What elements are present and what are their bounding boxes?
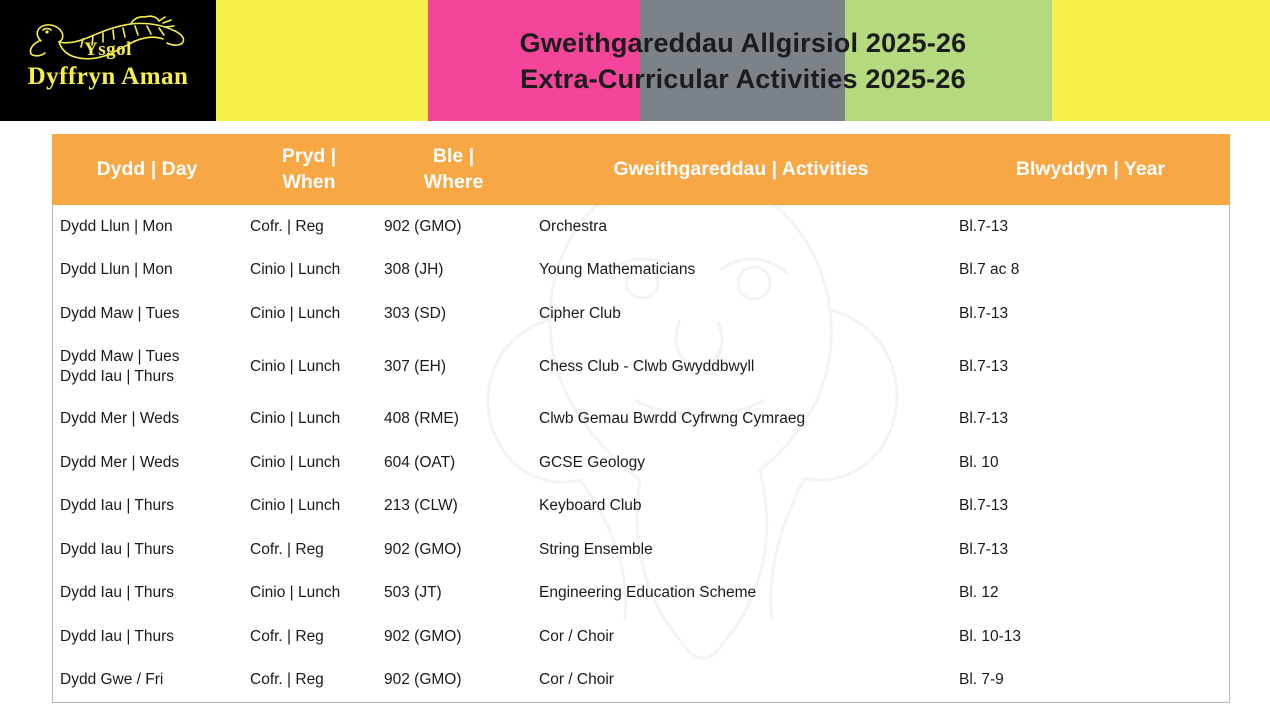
page-title-english: Extra-Curricular Activities 2025-26 xyxy=(520,63,966,94)
cell-day: Dydd Mer | Weds xyxy=(60,410,180,428)
cell-where: 902 (GMO) xyxy=(384,540,462,558)
table-row xyxy=(52,615,1230,659)
logo-line-1: Ysgol xyxy=(84,38,132,60)
cell-day: Dydd Iau | Thurs xyxy=(60,540,175,558)
table-row xyxy=(52,205,1230,249)
table-row xyxy=(52,572,1230,616)
table-header-row xyxy=(52,134,1230,205)
column-header-activities xyxy=(531,134,951,205)
cell-when: Cinio | Lunch xyxy=(250,453,341,471)
table-row xyxy=(52,398,1230,442)
cell-where: 902 (GMO) xyxy=(384,671,462,689)
cell-year: Bl.7 ac 8 xyxy=(959,261,1020,279)
cell-day-line2: Dydd Iau | Thurs xyxy=(60,367,175,385)
table-row xyxy=(52,485,1230,529)
cell-activity: GCSE Geology xyxy=(539,453,645,471)
cell-activity: Engineering Education Scheme xyxy=(539,584,757,602)
cell-when: Cinio | Lunch xyxy=(250,410,341,428)
table-row xyxy=(52,249,1230,293)
cell-year: Bl.7-13 xyxy=(959,304,1009,322)
cell-year: Bl.7-13 xyxy=(959,497,1009,515)
page-header xyxy=(0,0,1270,121)
table-row xyxy=(52,659,1230,703)
cell-where: 308 (JH) xyxy=(384,261,444,279)
cell-where: 902 (GMO) xyxy=(384,217,462,235)
table-row xyxy=(52,336,1230,398)
table-head xyxy=(52,134,1230,205)
cell-when: Cinio | Lunch xyxy=(250,584,341,602)
cell-day: Dydd Llun | Mon xyxy=(60,217,173,235)
cell-activity: Keyboard Club xyxy=(539,497,642,515)
cell-activity: Cor / Choir xyxy=(539,671,614,689)
activities-table-wrapper xyxy=(52,134,1230,702)
table-body xyxy=(52,205,1230,702)
table-row xyxy=(52,528,1230,572)
cell-where: 503 (JT) xyxy=(384,584,442,602)
cell-when: Cinio | Lunch xyxy=(250,497,341,515)
cell-when: Cofr. | Reg xyxy=(250,217,324,235)
cell-when: Cinio | Lunch xyxy=(250,357,341,375)
cell-day: Dydd Llun | Mon xyxy=(60,261,173,279)
cell-when: Cinio | Lunch xyxy=(250,261,341,279)
cell-when: Cofr. | Reg xyxy=(250,671,324,689)
cell-day: Dydd Iau | Thurs xyxy=(60,497,175,515)
cell-activity: Clwb Gemau Bwrdd Cyfrwng Cymraeg xyxy=(539,410,806,428)
cell-year: Bl. 10 xyxy=(959,453,999,471)
cell-activity: String Ensemble xyxy=(539,540,653,558)
cell-day xyxy=(52,336,242,398)
cell-year: Bl. 7-9 xyxy=(959,671,1004,689)
cell-year: Bl.7-13 xyxy=(959,410,1009,428)
logo-band xyxy=(0,0,216,121)
cell-where: 213 (CLW) xyxy=(384,497,458,515)
table-row xyxy=(52,441,1230,485)
column-header-when xyxy=(242,134,376,205)
cell-day: Dydd Iau | Thurs xyxy=(60,627,175,645)
column-header-year-line1: Blwyddyn | Year xyxy=(1015,158,1166,180)
cell-when: Cinio | Lunch xyxy=(250,304,341,322)
cell-activity: Orchestra xyxy=(539,217,608,235)
activities-table xyxy=(52,134,1230,702)
header-stripe-green xyxy=(845,0,1052,121)
cell-activity: Cipher Club xyxy=(539,304,621,322)
cell-day: Dydd Gwe / Fri xyxy=(60,671,164,689)
column-header-when-line2: When xyxy=(282,171,336,193)
column-header-where-line2: Where xyxy=(423,171,484,193)
column-header-activities-line1: Gweithgareddau | Activities xyxy=(613,158,869,180)
header-stripe-yellow-right xyxy=(1052,0,1270,121)
logo-line-2: Dyffryn Aman xyxy=(27,62,189,90)
cell-year: Bl.7-13 xyxy=(959,357,1009,375)
cell-where: 303 (SD) xyxy=(384,304,447,322)
cell-where: 307 (EH) xyxy=(384,357,447,375)
cell-day-line1: Dydd Maw | Tues xyxy=(60,347,180,365)
cell-day: Dydd Iau | Thurs xyxy=(60,584,175,602)
cell-activity: Young Mathematicians xyxy=(539,261,696,279)
cell-year: Bl.7-13 xyxy=(959,540,1009,558)
cell-where: 408 (RME) xyxy=(384,410,459,428)
column-header-year xyxy=(951,134,1230,205)
column-header-where xyxy=(376,134,531,205)
cell-year: Bl.7-13 xyxy=(959,217,1009,235)
school-logo xyxy=(0,0,216,121)
cell-when: Cofr. | Reg xyxy=(250,627,324,645)
header-stripe-pink xyxy=(428,0,640,121)
column-header-day xyxy=(52,134,242,205)
table-row xyxy=(52,292,1230,336)
cell-day: Dydd Mer | Weds xyxy=(60,453,180,471)
cell-where: 902 (GMO) xyxy=(384,627,462,645)
page-title-welsh: Gweithgareddau Allgirsiol 2025-26 xyxy=(519,27,967,58)
cell-activity: Cor / Choir xyxy=(539,627,614,645)
header-stripe-yellow-left xyxy=(216,0,428,121)
column-header-day-line1: Dydd | Day xyxy=(96,158,198,180)
cell-day: Dydd Maw | Tues xyxy=(60,304,180,322)
column-header-when-line1: Pryd | xyxy=(281,145,337,167)
cell-where: 604 (OAT) xyxy=(384,453,456,471)
column-header-where-line1: Ble | xyxy=(432,145,475,167)
cell-year: Bl. 10-13 xyxy=(959,627,1022,645)
cell-activity: Chess Club - Clwb Gwyddbwyll xyxy=(539,357,755,375)
cell-when: Cofr. | Reg xyxy=(250,540,324,558)
header-stripe-grey xyxy=(640,0,845,121)
cell-year: Bl. 12 xyxy=(959,584,999,602)
